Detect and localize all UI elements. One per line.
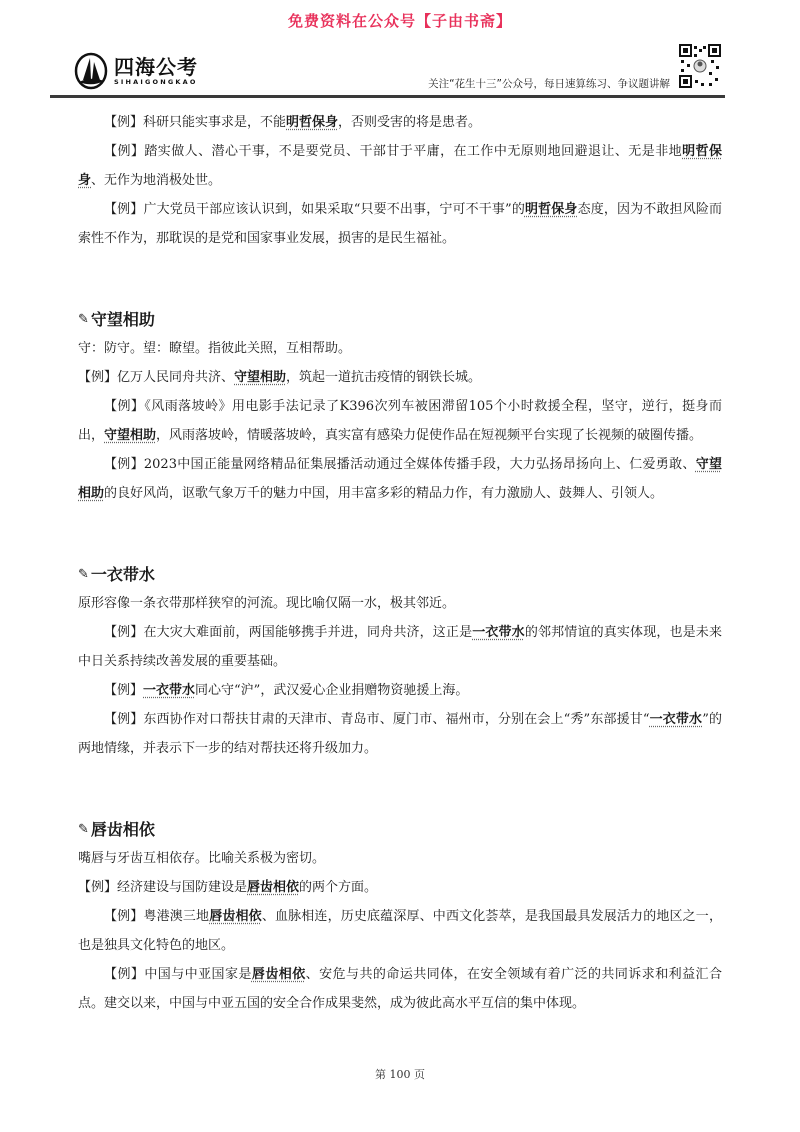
page-number: 第 100 页	[375, 1068, 425, 1081]
idiom-term: 明哲保身	[524, 202, 578, 217]
section-heading: ✎ 一衣带水	[78, 560, 722, 589]
definition: 嘴唇与牙齿互相依存。比喻关系极为密切。	[78, 851, 326, 866]
example-paragraph: 【例】科研只能实事求是，不能明哲保身，否则受害的将是患者。	[104, 115, 482, 130]
definition: 原形容像一条衣带那样狭窄的河流。现比喻仅隔一水，极其邻近。	[78, 596, 456, 611]
idiom-term: 一衣带水	[143, 683, 196, 698]
idiom-term: 唇齿相依	[209, 909, 262, 924]
example-paragraph: 【例】粤港澳三地唇齿相依、血脉相连，历史底蕴深厚、中西文化荟萃，是我国最具发展活力的地区之一，也是独具文化特色的地区。	[78, 909, 722, 953]
example-paragraph: 【例】经济建设与国防建设是唇齿相依的两个方面。	[78, 880, 378, 895]
example-paragraph: 【例】广大党员干部应该认识到，如果采取“只要不出事，宁可不干事”的明哲保身态度，因为不敢担风险而索性不作为，那耽误的是党和国家事业发展，损害的是民生福祉。	[78, 202, 722, 246]
header-slogan: 关注“花生十三”公众号，每日速算练习、争议题讲解	[428, 78, 670, 90]
pencil-icon: ✎	[78, 822, 89, 837]
idiom-term: 唇齿相依	[251, 967, 306, 982]
qr-code-icon	[679, 44, 721, 88]
section-heading: ✎ 守望相助	[78, 305, 722, 334]
example-paragraph: 【例】中国与中亚国家是唇齿相依、安危与共的命运共同体，在安全领域有着广泛的共同诉求和利益汇合点。建交以来，中国与中亚五国的安全合作成果斐然，成为彼此高水平互信的集中体现。	[78, 967, 722, 1011]
section-heading: ✎ 唇齿相依	[78, 815, 722, 844]
header-divider	[50, 95, 725, 98]
page-header	[50, 44, 725, 96]
example-paragraph: 【例】一衣带水同心守“沪”，武汉爱心企业捐赠物资驰援上海。	[104, 683, 469, 698]
pencil-icon: ✎	[78, 312, 89, 327]
idiom-term: 一衣带水	[472, 625, 525, 640]
document-body	[78, 108, 722, 1018]
idiom-term: 守望相助	[234, 370, 287, 385]
idiom-term: 唇齿相依	[247, 880, 300, 895]
example-paragraph: 【例】踏实做人、潜心干事，不是要党员、干部甘于平庸，在工作中无原则地回避退让、无是非地明哲保身、无作为地消极处世。	[78, 144, 722, 188]
example-paragraph: 【例】东西协作对口帮扶甘肃的天津市、青岛市、厦门市、福州市，分别在会上“秀”东部援甘“一衣带水”的两地情缘，并表示下一步的结对帮扶还将升级加力。	[78, 712, 722, 756]
logo-chinese-name: 四海公考	[114, 55, 198, 79]
idiom-term: 守望相助	[104, 428, 157, 443]
sailboat-logo-icon	[74, 52, 108, 90]
example-paragraph: 【例】2023中国正能量网络精品征集展播活动通过全媒体传播手段，大力弘扬昂扬向上、仁爱勇敢、守望相助的良好风尚，讴歌气象万千的魅力中国，用丰富多彩的精品力作，有力激励人、鼓舞人、引领人。	[78, 457, 722, 501]
idiom-term: 明哲保身	[286, 115, 339, 130]
example-paragraph: 【例】《风雨落坡岭》用电影手法记录了K396次列车被困滞留105个小时救援全程，坚守，逆行，挺身而出，守望相助，风雨落坡岭，情暖落坡岭，真实富有感染力促使作品在短视频平台实现了长视频的破圈传播。	[78, 399, 722, 443]
brand-logo	[74, 52, 198, 90]
pencil-icon: ✎	[78, 567, 89, 582]
idiom-term: 守望相助	[78, 457, 722, 501]
definition: 守：防守。望：瞭望。指彼此关照，互相帮助。	[78, 341, 352, 356]
promo-banner: 免费资料在公众号【子由书斋】	[287, 12, 512, 30]
idiom-term: 一衣带水	[649, 712, 703, 727]
example-paragraph: 【例】亿万人民同舟共济、守望相助，筑起一道抗击疫情的钢铁长城。	[78, 370, 482, 385]
example-paragraph: 【例】在大灾大难面前，两国能够携手并进，同舟共济，这正是一衣带水的邻邦情谊的真实体现，也是未来中日关系持续改善发展的重要基础。	[78, 625, 722, 669]
logo-english-name: SIHAIGONGKAO	[114, 78, 198, 86]
idiom-term: 明哲保身	[78, 144, 722, 188]
